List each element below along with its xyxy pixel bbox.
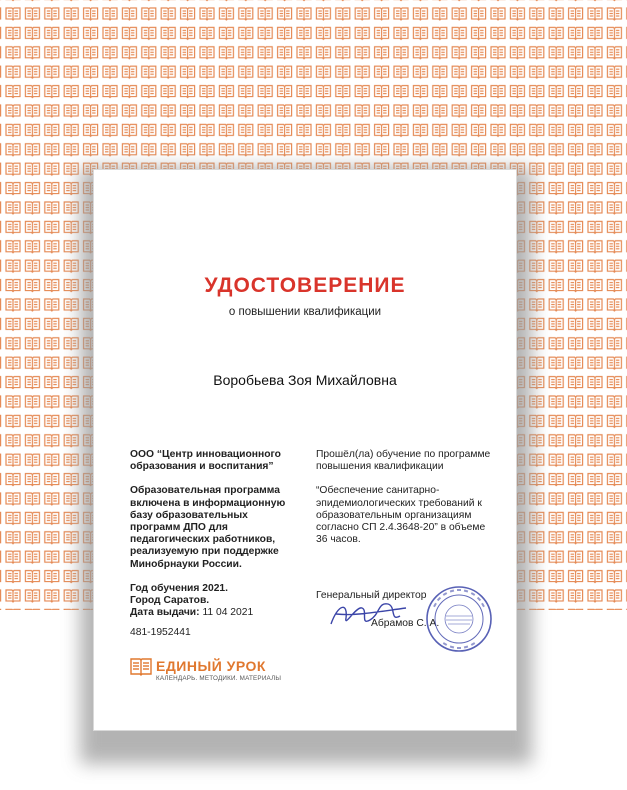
certificate-subtitle: о повышении квалификации [228,306,382,318]
certificate-card [93,169,517,731]
stamp-seal [424,584,494,654]
certificate-title: УДОСТОВЕРЕНИЕ [204,274,406,297]
logo-tagline: КАЛЕНДАРЬ. МЕТОДИКИ. МАТЕРИАЛЫ [156,675,282,682]
director-name: Абрамов С. А. [371,618,440,629]
right-column [316,449,496,558]
issue-date-label: Дата выдачи: [130,607,200,619]
registration-number: 481-1952441 [130,627,191,639]
logo-title: ЕДИНЫЙ УРОК [156,658,266,674]
left-column [130,449,300,640]
recipient-name: Воробьева Зоя Михайловна [213,372,397,388]
issue-date-line [130,607,300,619]
issue-date-value: 11 04 2021 [202,607,254,619]
city-line: Город Саратов. [130,595,210,607]
year-line: Год обучения 2021. [130,582,229,594]
program-note: Образовательная программа включена в информационную базу образовательных программ ДПО для педагогических работников, реализуемую при поддержке Минобрнауки России. [130,485,286,570]
organization-name: ООО “Центр инновационного образования и воспитания” [130,449,281,473]
director-title: Генеральный директор [316,590,427,601]
training-intro: Прошёл(ла) обучение по программе повышения квалификации [316,449,491,473]
program-title: “Обеспечение санитарно-эпидемиологических требований к образовательным организациям согласно СП 2.4.3648-20” в объеме 36 часов. [316,485,486,546]
book-logo-icon [130,658,152,676]
